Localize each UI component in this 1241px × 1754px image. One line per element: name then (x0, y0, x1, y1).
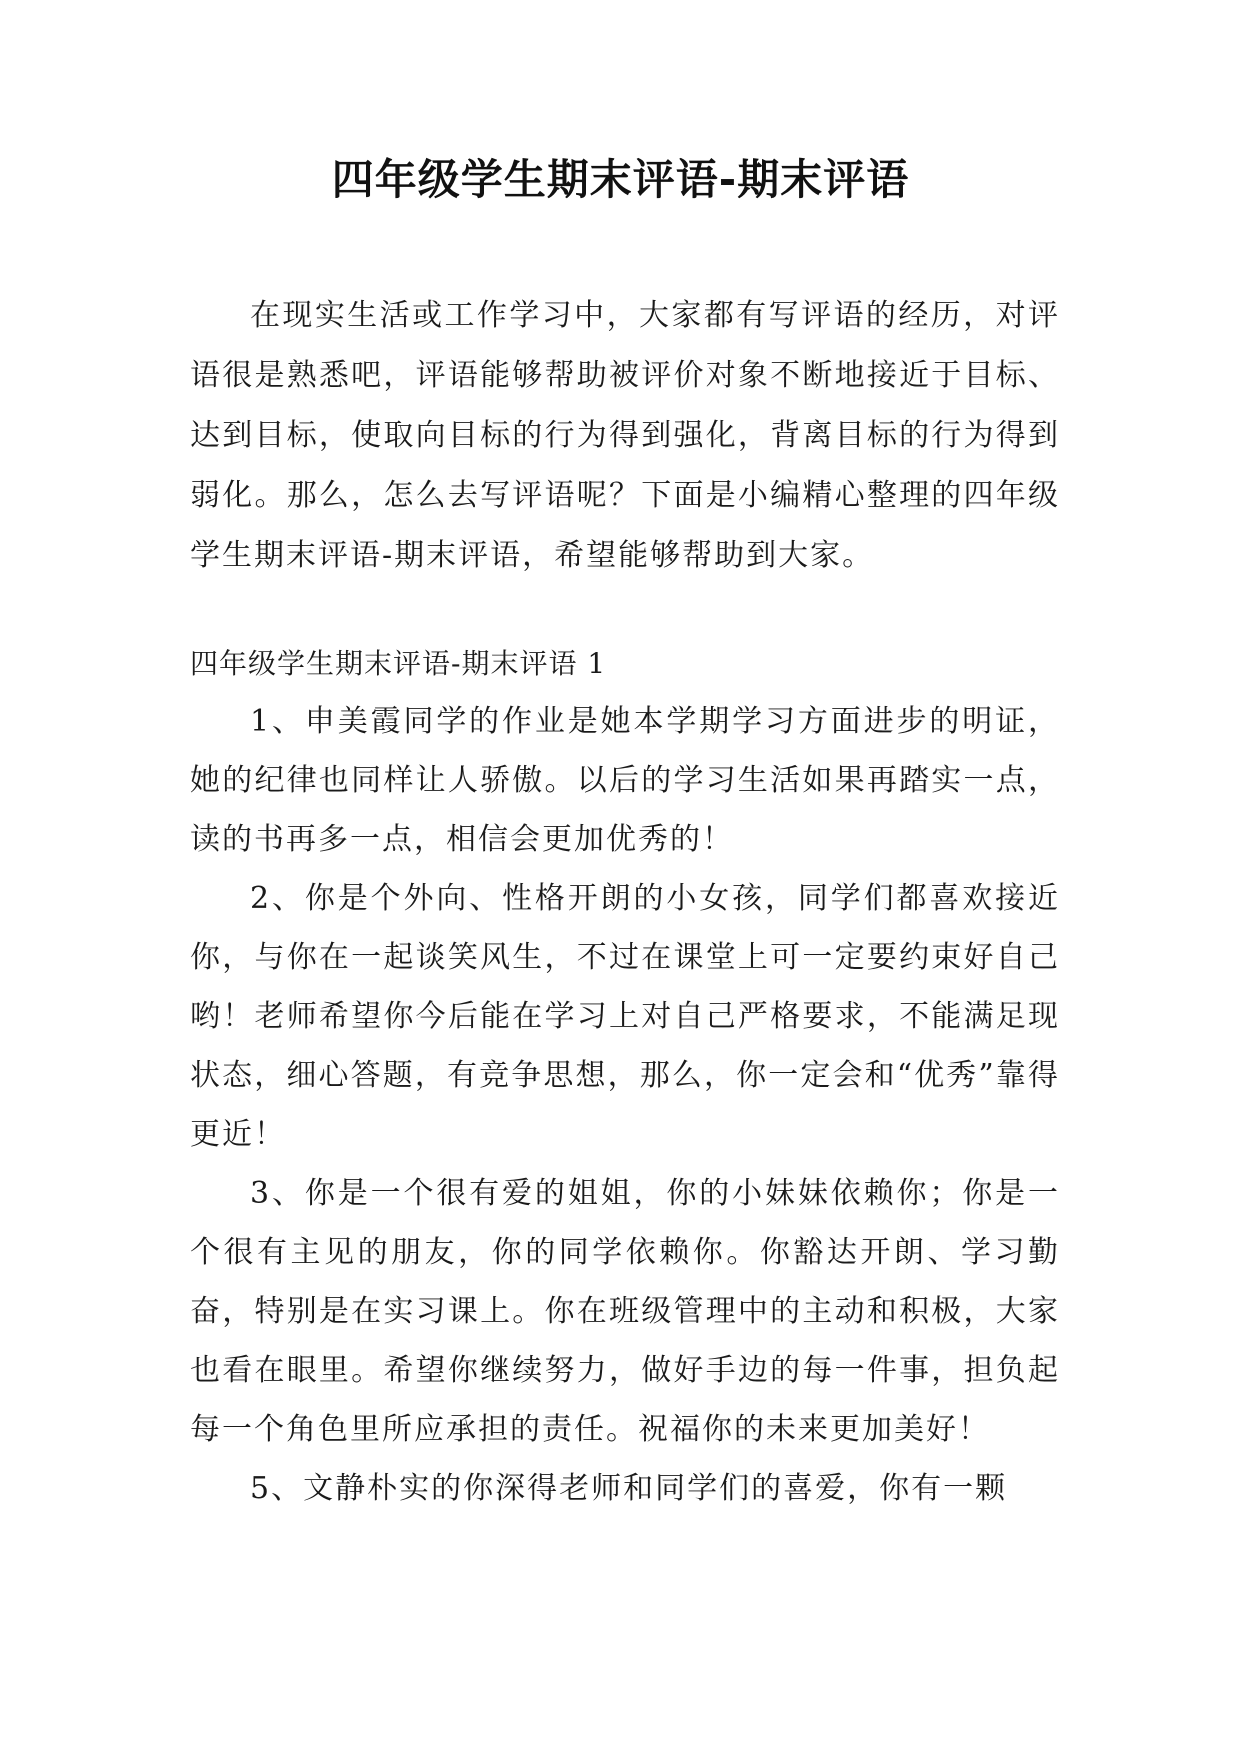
comment-item-1: 1、申美霞同学的作业是她本学期学习方面进步的明证，她的纪律也同样让人骄傲。以后的学习生活如果再踏实一点，读的书再多一点，相信会更加优秀的！ (190, 704, 1060, 857)
comment-item-3: 3、你是一个很有爱的姐姐，你的小妹妹依赖你；你是一个很有主见的朋友，你的同学依赖你。你豁达开朗、学习勤奋，特别是在实习课上。你在班级管理中的主动和积极，大家也看在眼里。希望你继续努力，做好手边的每一件事，担负起每一个角色里所应承担的责任。祝福你的未来更加美好！ (190, 1176, 1060, 1447)
comments-section (190, 636, 1060, 1518)
section-heading: 四年级学生期末评语-期末评语 1 (190, 647, 607, 680)
comment-item-2: 2、你是个外向、性格开朗的小女孩，同学们都喜欢接近你，与你在一起谈笑风生，不过在课堂上可一定要约束好自己哟！老师希望你今后能在学习上对自己严格要求，不能满足现状态，细心答题，有竞争思想，那么，你一定会和“优秀”靠得更近！ (190, 881, 1060, 1152)
document-title: 四年级学生期末评语-期末评语 (331, 155, 910, 204)
comment-item-5: 5、文静朴实的你深得老师和同学们的喜爱，你有一颗 (250, 1471, 1008, 1506)
intro-block (190, 286, 1060, 586)
intro-paragraph: 在现实生活或工作学习中，大家都有写评语的经历，对评语很是熟悉吧，评语能够帮助被评价对象不断地接近于目标、达到目标，使取向目标的行为得到强化，背离目标的行为得到弱化。那么，怎么去写评语呢？下面是小编精心整理的四年级学生期末评语-期末评语，希望能够帮助到大家。 (190, 298, 1060, 573)
